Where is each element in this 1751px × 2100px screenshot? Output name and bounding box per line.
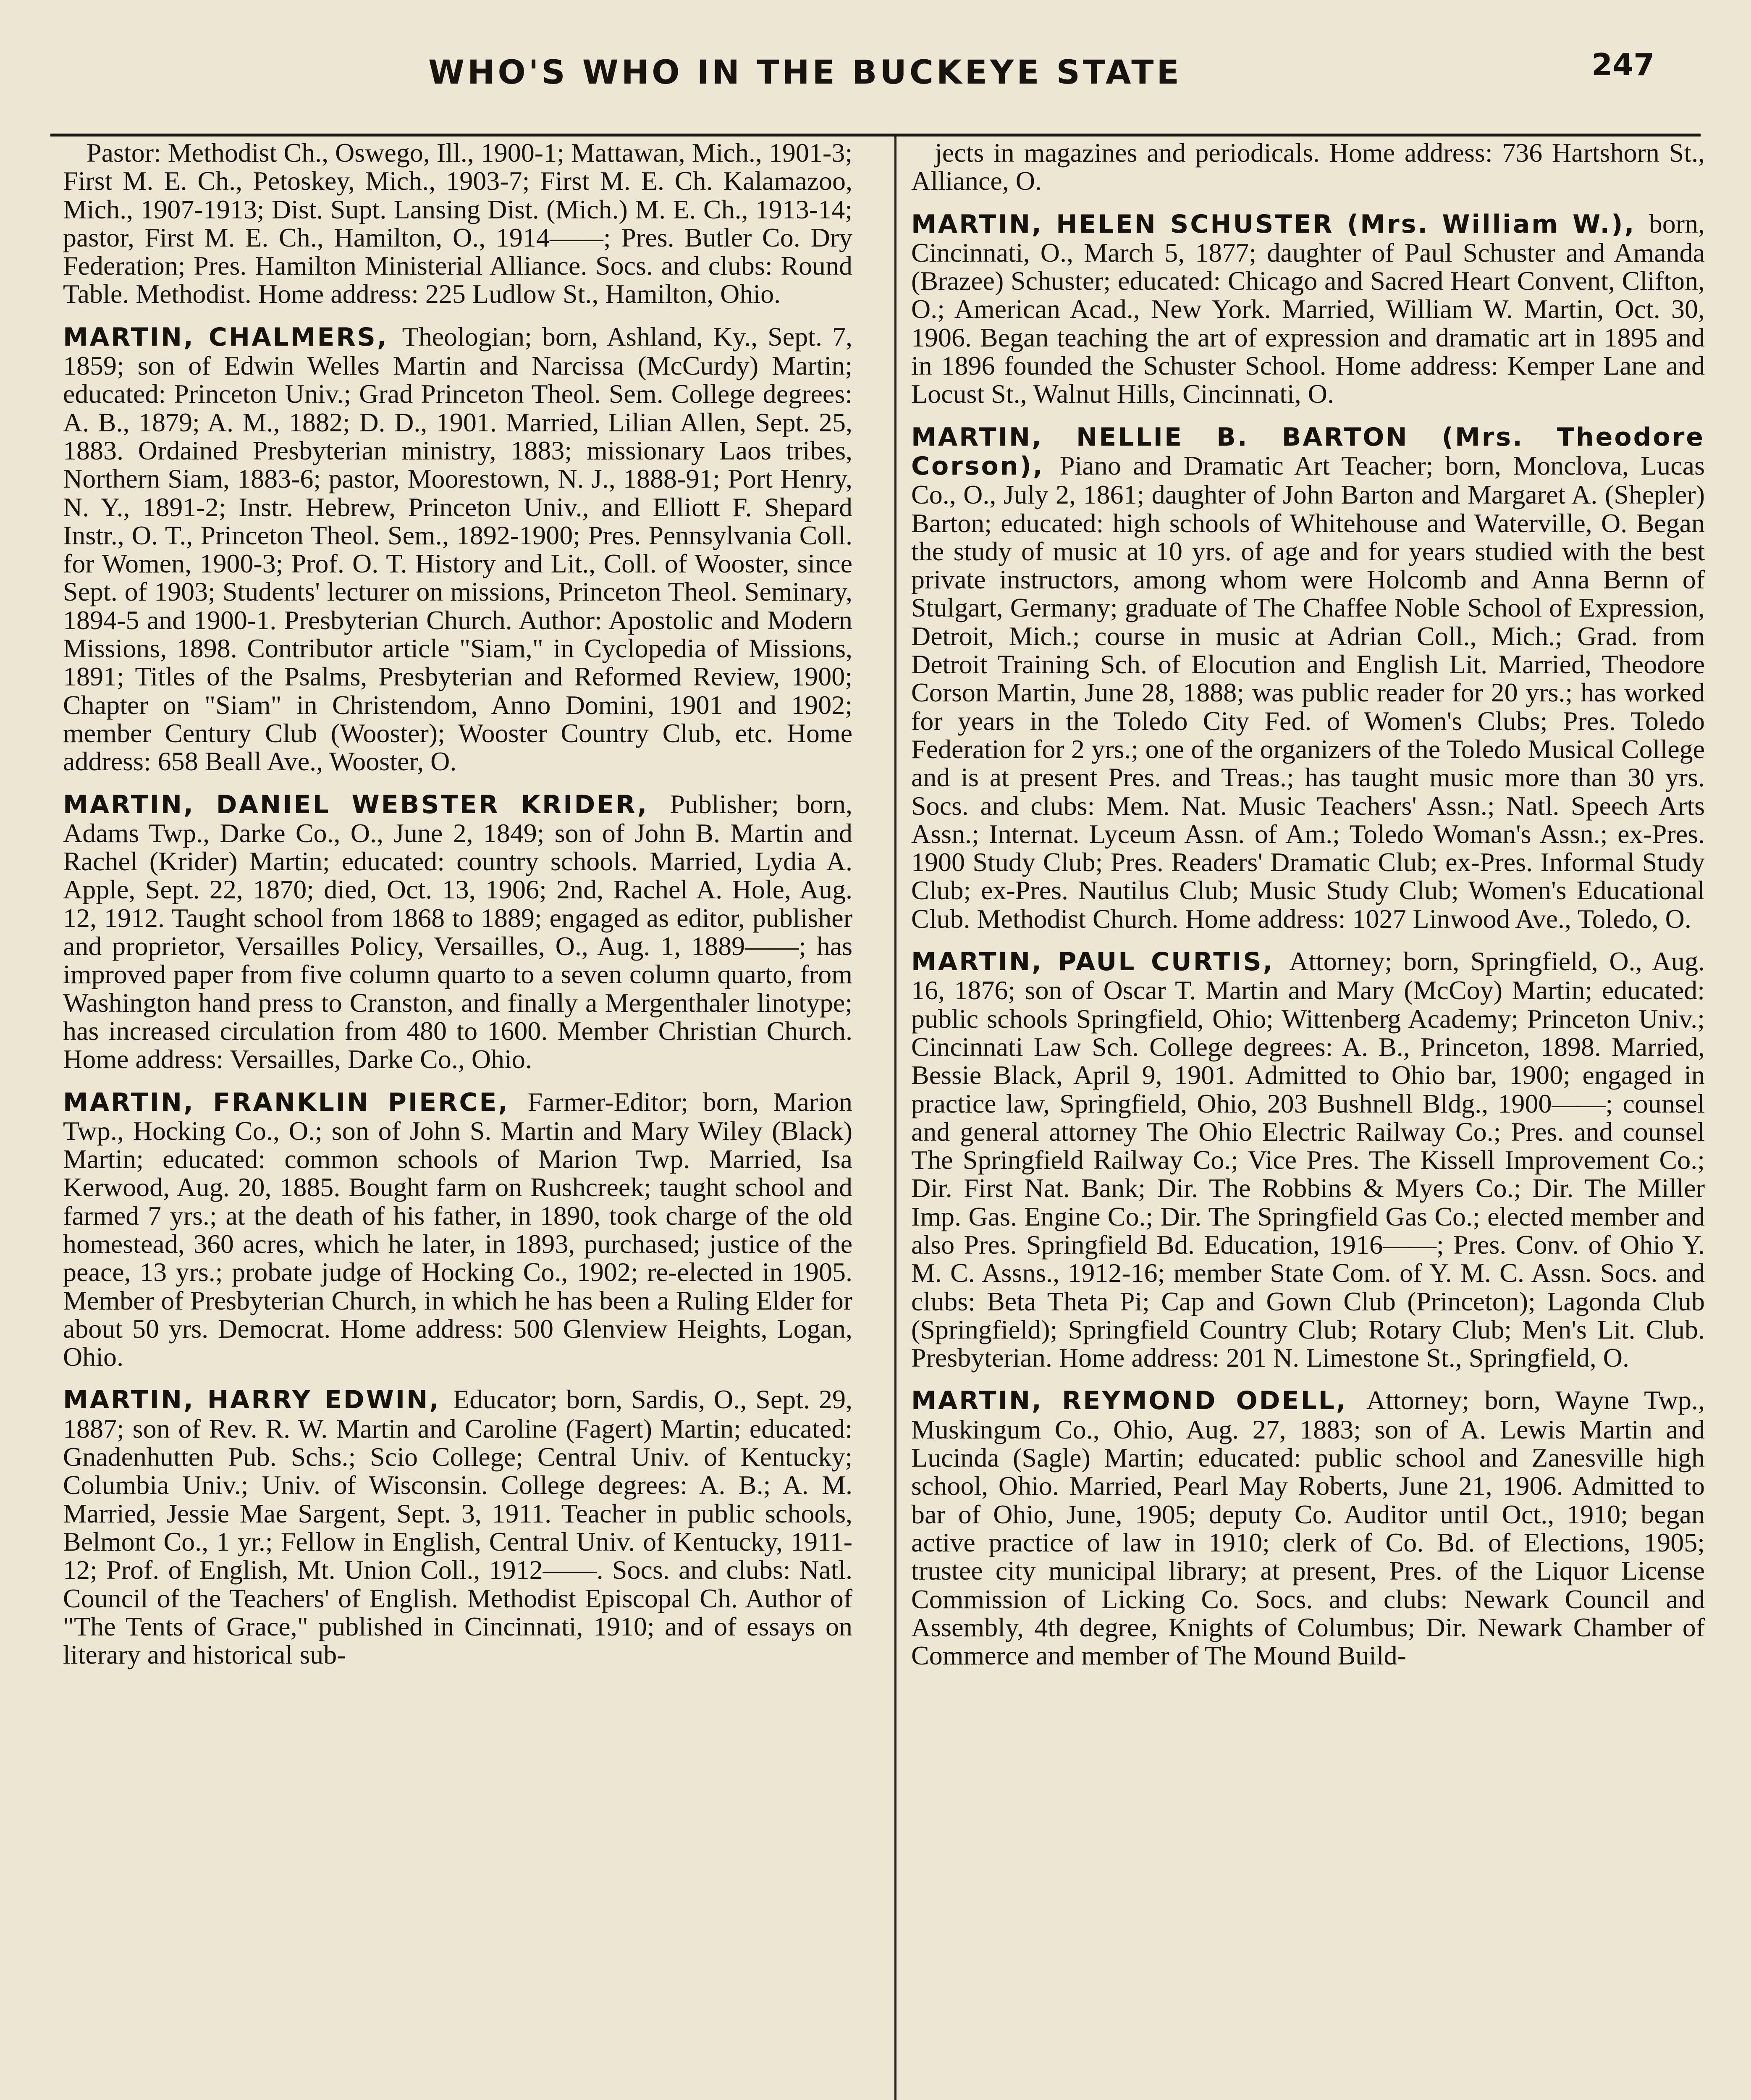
entry-name: MARTIN, FRANKLIN PIERCE, <box>63 1087 528 1117</box>
entry-text: Attorney; born, Springfield, O., Aug. 16, 1876; son of Oscar T. Martin and Mary (McCoy) Martin; educated: public schools Springfield, Ohio; Wittenberg Academy; Princeton Univ.; Cincinnati Law Sch. College degrees: A. B., Princeton, 1898. Married, Bessie Black, April 9, 1901. Admitted to Ohio bar, 1900; engaged in practice law, Springfield, Ohio, 203 Bushnell Bldg., 1900——; counsel and general attorney The Ohio Electric Railway Co.; Pres. and counsel The Springfield Railway Co.; Vice Pres. The Kissell Improvement Co.; Dir. First Nat. Bank; Dir. The Robbins & Myers Co.; Dir. The Miller Imp. Gas. Engine Co.; Dir. The Springfield Gas Co.; elected member and also Pres. Springfield Bd. Education, 1916——; Pres. Conv. of Ohio Y. M. C. Assns., 1912-16; member State Com. of Y. M. C. Assn. Socs. and clubs: Beta Theta Pi; Cap and Gown Club (Princeton); Lagonda Club (Springfield); Springfield Country Club; Rotary Club; Men's Lit. Club. Presbyterian. Home address: 201 N. Limestone St., Springfield, O. <box>911 946 1705 1373</box>
page-number: 247 <box>1591 47 1655 82</box>
biography-entry <box>911 423 1705 933</box>
continued-entry: jects in magazines and periodicals. Home address: 736 Hartshorn St., Alliance, O. <box>911 138 1705 196</box>
biography-entry <box>63 323 852 776</box>
entry-text: Attorney; born, Wayne Twp., Muskingum Co., Ohio, Aug. 27, 1883; son of A. Lewis Martin and Lucinda (Sagle) Martin; educated: public school and Zanesville high school, Ohio. Married, Pearl May Roberts, June 21, 1906. Admitted to bar of Ohio, June, 1905; deputy Co. Auditor until Oct., 1910; began active practice of law in 1910; clerk of Co. Bd. of Elections, 1905; trustee city municipal library; at present, Pres. of the Liquor License Commission of Licking Co. Socs. and clubs: Newark Council and Assembly, 4th degree, Knights of Columbus; Dir. Newark Chamber of Commerce and member of The Mound Build- <box>911 1385 1705 1671</box>
entry-name: MARTIN, NELLIE B. BARTON (Mrs. Theodore Corson), <box>911 422 1705 481</box>
entry-name: MARTIN, DANIEL WEBSTER KRIDER, <box>63 790 670 819</box>
entry-text: born, Cincinnati, O., March 5, 1877; daughter of Paul Schuster and Amanda (Brazee) Schuster; educated: Chicago and Sacred Heart Convent, Clifton, O.; American Acad., New York. Married, William W. Martin, Oct. 30, 1906. Began teaching the art of expression and dramatic art in 1895 and in 1896 founded the Schuster School. Home address: Kemper Lane and Locust St., Walnut Hills, Cincinnati, O. <box>911 208 1705 409</box>
entry-name: MARTIN, HELEN SCHUSTER (Mrs. William W.), <box>911 209 1649 239</box>
biography-entry <box>63 790 852 1074</box>
running-head: WHO'S WHO IN THE BUCKEYE STATE <box>428 54 1182 92</box>
entry-name: MARTIN, CHALMERS, <box>63 322 402 352</box>
entry-text: Educator; born, Sardis, O., Sept. 29, 1887; son of Rev. R. W. Martin and Caroline (Fagert) Martin; educated: Gnadenhutten Pub. Schs.; Scio College; Central Univ. of Kentucky; Columbia Univ.; Univ. of Wisconsin. College degrees: A. B.; A. M. Married, Jessie Mae Sargent, Sept. 3, 1911. Teacher in public schools, Belmont Co., 1 yr.; Fellow in English, Central Univ. of Kentucky, 1911-12; Prof. of English, Mt. Union Coll., 1912——. Socs. and clubs: Natl. Council of the Teachers' of English. Methodist Episcopal Ch. Author of "The Tents of Grace," published in Cincinnati, 1910; and of essays on literary and historical sub- <box>63 1384 852 1670</box>
right-column <box>911 139 1705 1684</box>
left-column <box>63 139 852 1683</box>
entry-name: MARTIN, HARRY EDWIN, <box>63 1385 453 1415</box>
biography-entry <box>63 1385 852 1669</box>
biography-entry <box>911 947 1705 1372</box>
biography-entry <box>911 210 1705 408</box>
biography-entry <box>911 1386 1705 1670</box>
entry-text: Theologian; born, Ashland, Ky., Sept. 7, 1859; son of Edwin Welles Martin and Narcissa (McCurdy) Martin; educated: Princeton Univ.; Grad Princeton Theol. Sem. College degrees: A. B., 1879; A. M., 1882; D. D., 1901. Married, Lilian Allen, Sept. 25, 1883. Ordained Presbyterian ministry, 1883; missionary Laos tribes, Northern Siam, 1883-6; pastor, Moorestown, N. J., 1888-91; Port Henry, N. Y., 1891-2; Instr. Hebrew, Princeton Univ., and Elliott F. Shepard Instr., O. T., Princeton Theol. Sem., 1892-1900; Pres. Pennsylvania Coll. for Women, 1900-3; Prof. O. T. History and Lit., Coll. of Wooster, since Sept. of 1903; Students' lecturer on missions, Princeton Theol. Seminary, 1894-5 and 1900-1. Presbyterian Church. Author: Apostolic and Modern Missions, 1898. Contributor article "Siam," in Cyclopedia of Missions, 1891; Titles of the Psalms, Presbyterian and Reformed Review, 1900; Chapter on "Siam" in Christendom, Anno Domini, 1901 and 1902; member Century Club (Wooster); Wooster Country Club, etc. Home address: 658 Beall Ave., Wooster, O. <box>63 321 852 777</box>
entry-text: Piano and Dramatic Art Teacher; born, Monclova, Lucas Co., O., July 2, 1861; daughter of John Barton and Margaret A. (Shepler) Barton; educated: high schools of Whitehouse and Waterville, O. Began the study of music at 10 yrs. of age and for years studied with the best private instructors, among whom were Holcomb and Anna Bernn of Stulgart, Germany; graduate of The Chaffee Noble School of Expression, Detroit, Mich.; course in music at Adrian Coll., Mich.; Grad. from Detroit Training Sch. of Elocution and English Lit. Married, Theodore Corson Martin, June 28, 1888; was public reader for 20 yrs.; has worked for years in the Toledo City Fed. of Women's Clubs; Pres. Toledo Federation for 2 yrs.; one of the organizers of the Toledo Musical College and is at present Pres. and Treas.; has taught music more than 30 yrs. Socs. and clubs: Mem. Nat. Music Teachers' Assn.; Natl. Speech Arts Assn.; Internat. Lyceum Assn. of Am.; Toledo Woman's Assn.; ex-Pres. 1900 Study Club; Pres. Readers' Dramatic Club; ex-Pres. Informal Study Club; ex-Pres. Nautilus Club; Music Study Club; Women's Educational Club. Methodist Church. Home address: 1027 Linwood Ave., Toledo, O. <box>911 450 1705 934</box>
entry-name: MARTIN, PAUL CURTIS, <box>911 947 1289 977</box>
column-divider <box>894 136 896 2100</box>
continued-entry: Pastor: Methodist Ch., Oswego, Ill., 1900-1; Mattawan, Mich., 1901-3; First M. E. Ch., Petoskey, Mich., 1903-7; First M. E. Ch. Kalamazoo, Mich., 1907-1913; Dist. Supt. Lansing Dist. (Mich.) M. E. Ch., 1913-14; pastor, First M. E. Ch., Hamilton, O., 1914——; Pres. Butler Co. Dry Federation; Pres. Hamilton Ministerial Alliance. Socs. and clubs: Round Table. Methodist. Home address: 225 Ludlow St., Hamilton, Ohio. <box>63 138 852 309</box>
entry-text: Publisher; born, Adams Twp., Darke Co., O., June 2, 1849; son of John B. Martin and Rachel (Krider) Martin; educated: country schools. Married, Lydia A. Apple, Sept. 22, 1870; died, Oct. 13, 1906; 2nd, Rachel A. Hole, Aug. 12, 1912. Taught school from 1868 to 1889; engaged as editor, publisher and proprietor, Versailles Policy, Versailles, O., Aug. 1, 1889——; has improved paper from five column quarto to a seven column quarto, from Washington hand press to Cranston, and finally a Mergenthaler linotype; has increased circulation from 480 to 1600. Member Christian Church. Home address: Versailles, Darke Co., Ohio. <box>63 789 853 1074</box>
header-rule <box>50 134 1701 136</box>
entry-name: MARTIN, REYMOND ODELL, <box>911 1386 1366 1416</box>
entry-text: Farmer-Editor; born, Marion Twp., Hocking Co., O.; son of John S. Martin and Mary Wiley (Black) Martin; educated: common schools of Marion Twp. Married, Isa Kerwood, Aug. 20, 1885. Bought farm on Rushcreek; taught school and farmed 7 yrs.; at the death of his father, in 1890, took charge of the old homestead, 360 acres, which he later, in 1893, purchased; justice of the peace, 13 yrs.; probate judge of Hocking Co., 1902; re-elected in 1905. Member of Presbyterian Church, in which he has been a Ruling Elder for about 50 yrs. Democrat. Home address: 500 Glenview Heights, Logan, Ohio. <box>63 1087 853 1372</box>
biography-entry <box>63 1088 852 1371</box>
